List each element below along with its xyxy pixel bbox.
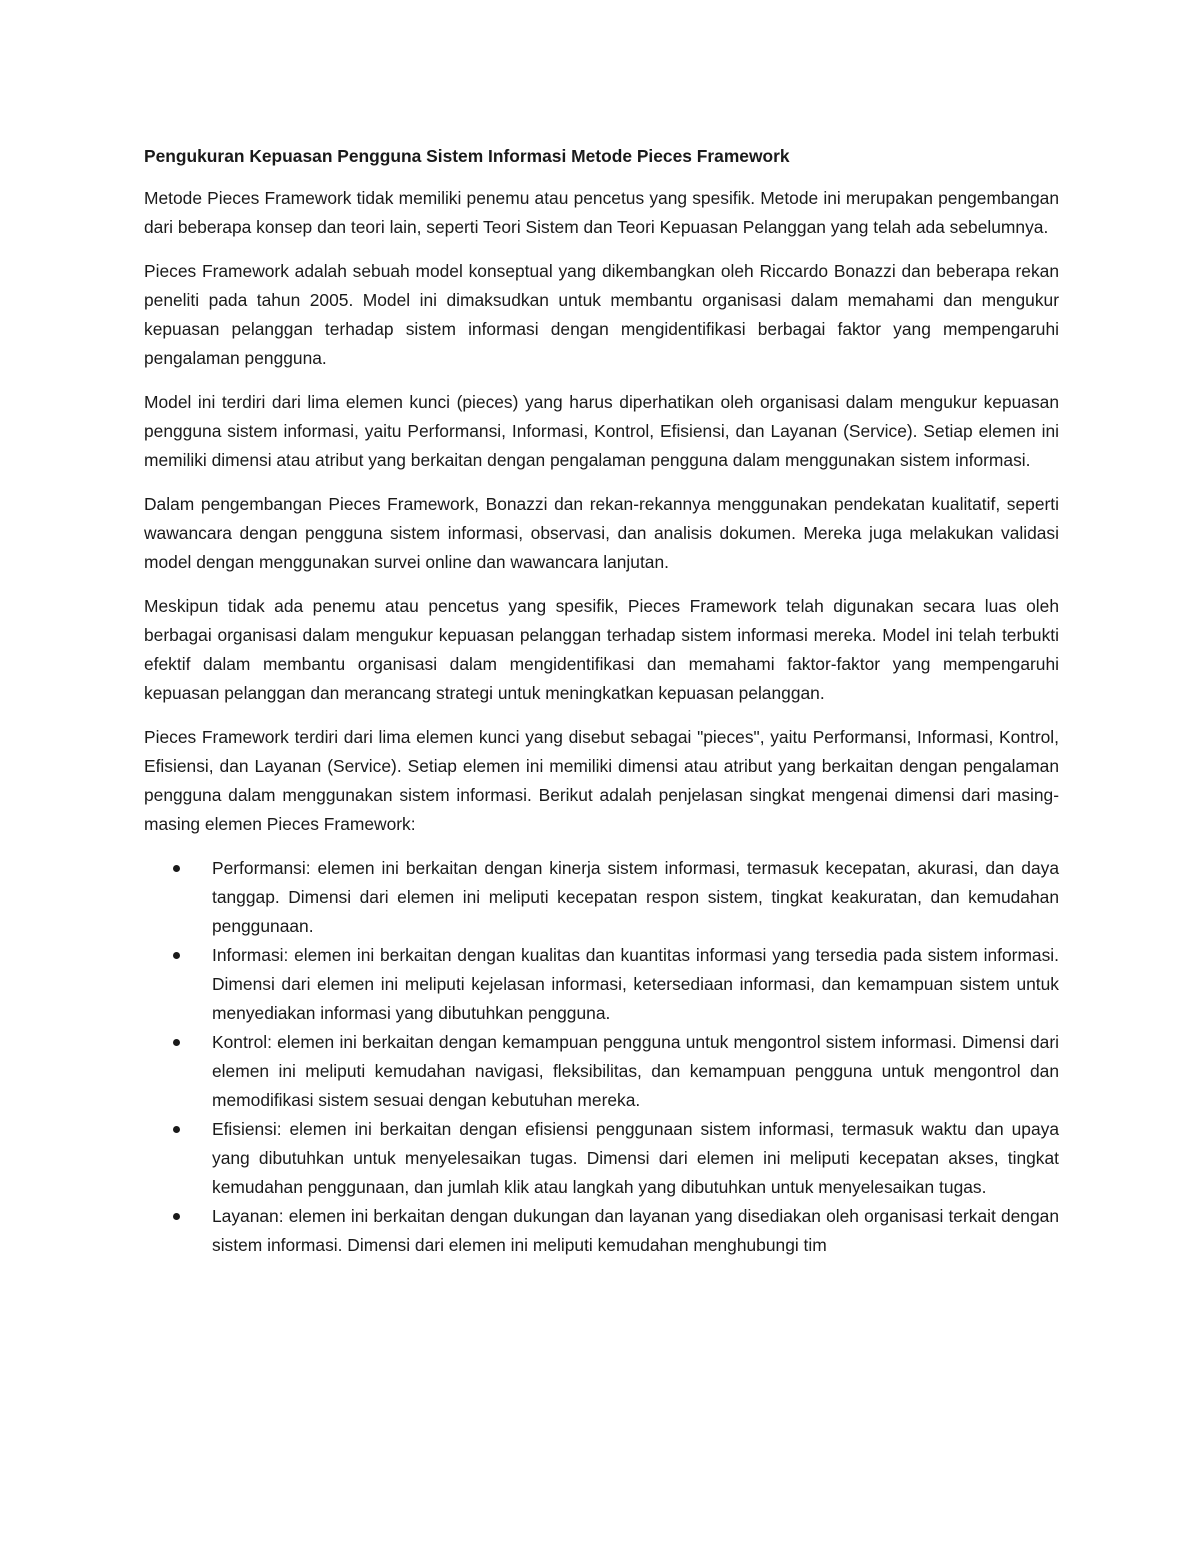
bullet-item-kontrol (144, 1028, 1059, 1115)
bullet-dot-icon (173, 1213, 180, 1220)
bullet-text: Efisiensi: elemen ini berkaitan dengan efisiensi penggunaan sistem informasi, termasuk waktu dan upaya yang dibutuhkan untuk menyelesaikan tugas. Dimensi dari elemen ini meliputi kecepatan akses, tingkat kemudahan penggunaan, dan jumlah klik atau langkah yang dibutuhkan untuk menyelesaikan tugas. (212, 1119, 1059, 1197)
bullet-item-efisiensi (144, 1115, 1059, 1202)
paragraph-2: Pieces Framework adalah sebuah model konseptual yang dikembangkan oleh Riccardo Bonazzi dan beberapa rekan peneliti pada tahun 2005. Model ini dimaksudkan untuk membantu organisasi dalam memahami dan mengukur kepuasan pelanggan terhadap sistem informasi dengan mengidentifikasi berbagai faktor yang mempengaruhi pengalaman pengguna. (144, 261, 1059, 368)
bullet-text: Performansi: elemen ini berkaitan dengan kinerja sistem informasi, termasuk kecepatan, akurasi, dan daya tanggap. Dimensi dari elemen ini meliputi kecepatan respon sistem, tingkat keakuratan, dan kemudahan penggunaan. (212, 858, 1059, 936)
bullet-item-informasi (144, 941, 1059, 1028)
document-page (144, 142, 1059, 1260)
bullet-text: Kontrol: elemen ini berkaitan dengan kemampuan pengguna untuk mengontrol sistem informasi. Dimensi dari elemen ini meliputi kemudahan navigasi, fleksibilitas, dan kemampuan pengguna untuk mengontrol dan memodifikasi sistem sesuai dengan kebutuhan mereka. (212, 1032, 1059, 1110)
bullet-text: Layanan: elemen ini berkaitan dengan dukungan dan layanan yang disediakan oleh organisasi terkait dengan sistem informasi. Dimensi dari elemen ini meliputi kemudahan menghubungi tim (212, 1206, 1059, 1255)
document-title: Pengukuran Kepuasan Pengguna Sistem Informasi Metode Pieces Framework (144, 146, 790, 166)
bullet-item-layanan (144, 1202, 1059, 1260)
bullet-dot-icon (173, 1039, 180, 1046)
paragraph-1: Metode Pieces Framework tidak memiliki penemu atau pencetus yang spesifik. Metode ini merupakan pengembangan dari beberapa konsep dan teori lain, seperti Teori Sistem dan Teori Kepuasan Pelanggan yang telah ada sebelumnya. (144, 188, 1059, 237)
bullet-item-performansi (144, 854, 1059, 941)
paragraph-6: Pieces Framework terdiri dari lima elemen kunci yang disebut sebagai "pieces", yaitu Performansi, Informasi, Kontrol, Efisiensi, dan Layanan (Service). Setiap elemen ini memiliki dimensi atau atribut yang berkaitan dengan pengalaman pengguna dalam menggunakan sistem informasi. Berikut adalah penjelasan singkat mengenai dimensi dari masing-masing elemen Pieces Framework: (144, 727, 1059, 834)
bullet-dot-icon (173, 952, 180, 959)
bullet-list (144, 854, 1059, 1260)
paragraph-3: Model ini terdiri dari lima elemen kunci (pieces) yang harus diperhatikan oleh organisasi dalam mengukur kepuasan pengguna sistem informasi, yaitu Performansi, Informasi, Kontrol, Efisiensi, dan Layanan (Service). Setiap elemen ini memiliki dimensi atau atribut yang berkaitan dengan pengalaman pengguna dalam menggunakan sistem informasi. (144, 392, 1059, 470)
bullet-dot-icon (173, 865, 180, 872)
bullet-dot-icon (173, 1126, 180, 1133)
paragraph-5: Meskipun tidak ada penemu atau pencetus yang spesifik, Pieces Framework telah digunakan secara luas oleh berbagai organisasi dalam mengukur kepuasan pelanggan terhadap sistem informasi mereka. Model ini telah terbukti efektif dalam membantu organisasi dalam mengidentifikasi dan memahami faktor-faktor yang mempengaruhi kepuasan pelanggan dan merancang strategi untuk meningkatkan kepuasan pelanggan. (144, 596, 1059, 703)
bullet-text: Informasi: elemen ini berkaitan dengan kualitas dan kuantitas informasi yang tersedia pada sistem informasi. Dimensi dari elemen ini meliputi kejelasan informasi, ketersediaan informasi, dan kemampuan sistem untuk menyediakan informasi yang dibutuhkan pengguna. (212, 945, 1059, 1023)
paragraph-4: Dalam pengembangan Pieces Framework, Bonazzi dan rekan-rekannya menggunakan pendekatan kualitatif, seperti wawancara dengan pengguna sistem informasi, observasi, dan analisis dokumen. Mereka juga melakukan validasi model dengan menggunakan survei online dan wawancara lanjutan. (144, 494, 1059, 572)
